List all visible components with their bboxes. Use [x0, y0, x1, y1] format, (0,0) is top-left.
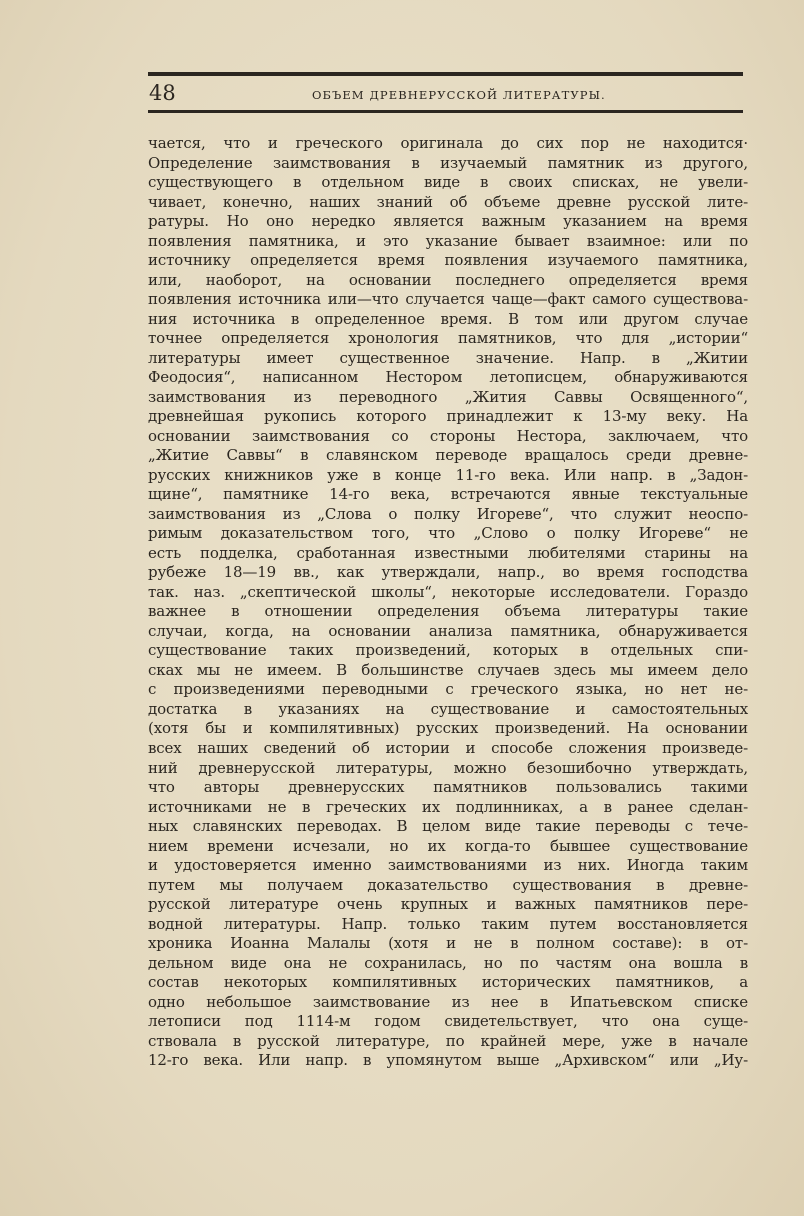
text-line: римым доказательством того, что „Слово о полку Игореве“ не: [148, 524, 748, 543]
text-line: хроника Иоанна Малалы (хотя и не в полном составе): в от-: [148, 934, 748, 953]
page-number: 48: [149, 81, 176, 105]
text-line: летописи под 1114-м годом свидетельствует, что она суще-: [148, 1012, 748, 1031]
text-line: появления источника или—что случается чаще—факт самого существова-: [148, 290, 748, 309]
text-line: рубеже 18—19 вв., как утверждали, напр., во время господства: [148, 563, 748, 582]
text-line: случаи, когда, на основании анализа памятника, обнаруживается: [148, 621, 748, 640]
running-title: ОБЪЕМ ДРЕВНЕРУССКОЙ ЛИТЕРАТУРЫ.: [312, 88, 606, 102]
text-line: „Житие Саввы“ в славянском переводе вращалось среди древне-: [148, 446, 748, 465]
text-line: или, наоборот, на основании последнего определяется время: [148, 270, 748, 289]
header-bottom-rule: [148, 110, 743, 113]
text-line: сках мы не имеем. В большинстве случаев здесь мы имеем дело: [148, 660, 748, 679]
text-line: источниками не в греческих их подлинниках, а в ранее сделан-: [148, 797, 748, 816]
text-line: появления памятника, и это указание бывает взаимное: или по: [148, 231, 748, 250]
text-line: чается, что и греческого оригинала до сих пор не находится·: [148, 134, 748, 152]
text-line: источнику определяется время появления изучаемого памятника,: [148, 251, 748, 270]
text-line: что авторы древнерусских памятников пользовались такими: [148, 778, 748, 797]
text-line: путем мы получаем доказательство существования в древне-: [148, 875, 748, 894]
text-line: дельном виде она не сохранилась, но по частям она вошла в: [148, 953, 748, 972]
text-line: есть подделка, сработанная известными любителями старины на: [148, 543, 748, 562]
text-line: ний древнерусской литературы, можно безошибочно утверждать,: [148, 758, 748, 777]
text-line: чивает, конечно, наших знаний об объеме древне русской лите-: [148, 192, 748, 211]
text-line: ных славянских переводах. В целом виде такие переводы с тече-: [148, 817, 748, 836]
text-line: точнее определяется хронология памятников, что для „истории“: [148, 329, 748, 348]
text-line: 12-го века. Или напр. в упомянутом выше „Архивском“ или „Иу-: [148, 1051, 748, 1070]
header-top-rule: [148, 72, 743, 76]
text-line: водной литературы. Напр. только таким путем восстановляется: [148, 914, 748, 933]
text-line: и удостоверяется именно заимствованиями из них. Иногда таким: [148, 856, 748, 875]
text-line: ствовала в русской литературе, по крайней мере, уже в начале: [148, 1031, 748, 1050]
text-line: Феодосия“, написанном Нестором летописцем, обнаруживаются: [148, 368, 748, 387]
text-line: щине“, памятнике 14-го века, встречаются явные текстуальные: [148, 485, 748, 504]
text-line: с произведениями переводными с греческого языка, но нет не-: [148, 680, 748, 699]
text-line: достатка в указаниях на существование и самостоятельных: [148, 699, 748, 718]
text-line: ратуры. Но оно нередко является важным указанием на время: [148, 212, 748, 231]
text-line: литературы имеет существенное значение. Напр. в „Житии: [148, 348, 748, 367]
text-line: (хотя бы и компилятивных) русских произведений. На основании: [148, 719, 748, 738]
text-line: основании заимствования со стороны Нестора, заключаем, что: [148, 426, 748, 445]
text-line: русской литературе очень крупных и важных памятников пере-: [148, 895, 748, 914]
text-line: нием времени исчезали, но их когда-то бывшее существование: [148, 836, 748, 855]
text-line: так. наз. „скептической школы“, некоторые исследователи. Гораздо: [148, 582, 748, 601]
body-text: [148, 134, 748, 1071]
text-line: важнее в отношении определения объема литературы такие: [148, 602, 748, 621]
text-line: всех наших сведений об истории и способе сложения произведе-: [148, 738, 748, 757]
text-line: заимствования из „Слова о полку Игореве“, что служит неоспо-: [148, 504, 748, 523]
text-line: ния источника в определенное время. В том или другом случае: [148, 309, 748, 328]
text-line: заимствования из переводного „Жития Саввы Освященного“,: [148, 387, 748, 406]
text-line: древнейшая рукопись которого принадлежит к 13-му веку. На: [148, 407, 748, 426]
text-line: состав некоторых компилятивных исторических памятников, а: [148, 973, 748, 992]
text-line: одно небольшое заимствование из нее в Ипатьевском списке: [148, 992, 748, 1011]
text-line: существование таких произведений, которых в отдельных спи-: [148, 641, 748, 660]
text-line: существующего в отдельном виде в своих списках, не увели-: [148, 173, 748, 192]
text-line: русских книжников уже в конце 11-го века. Или напр. в „Задон-: [148, 465, 748, 484]
text-line: Определение заимствования в изучаемый памятник из другого,: [148, 153, 748, 172]
